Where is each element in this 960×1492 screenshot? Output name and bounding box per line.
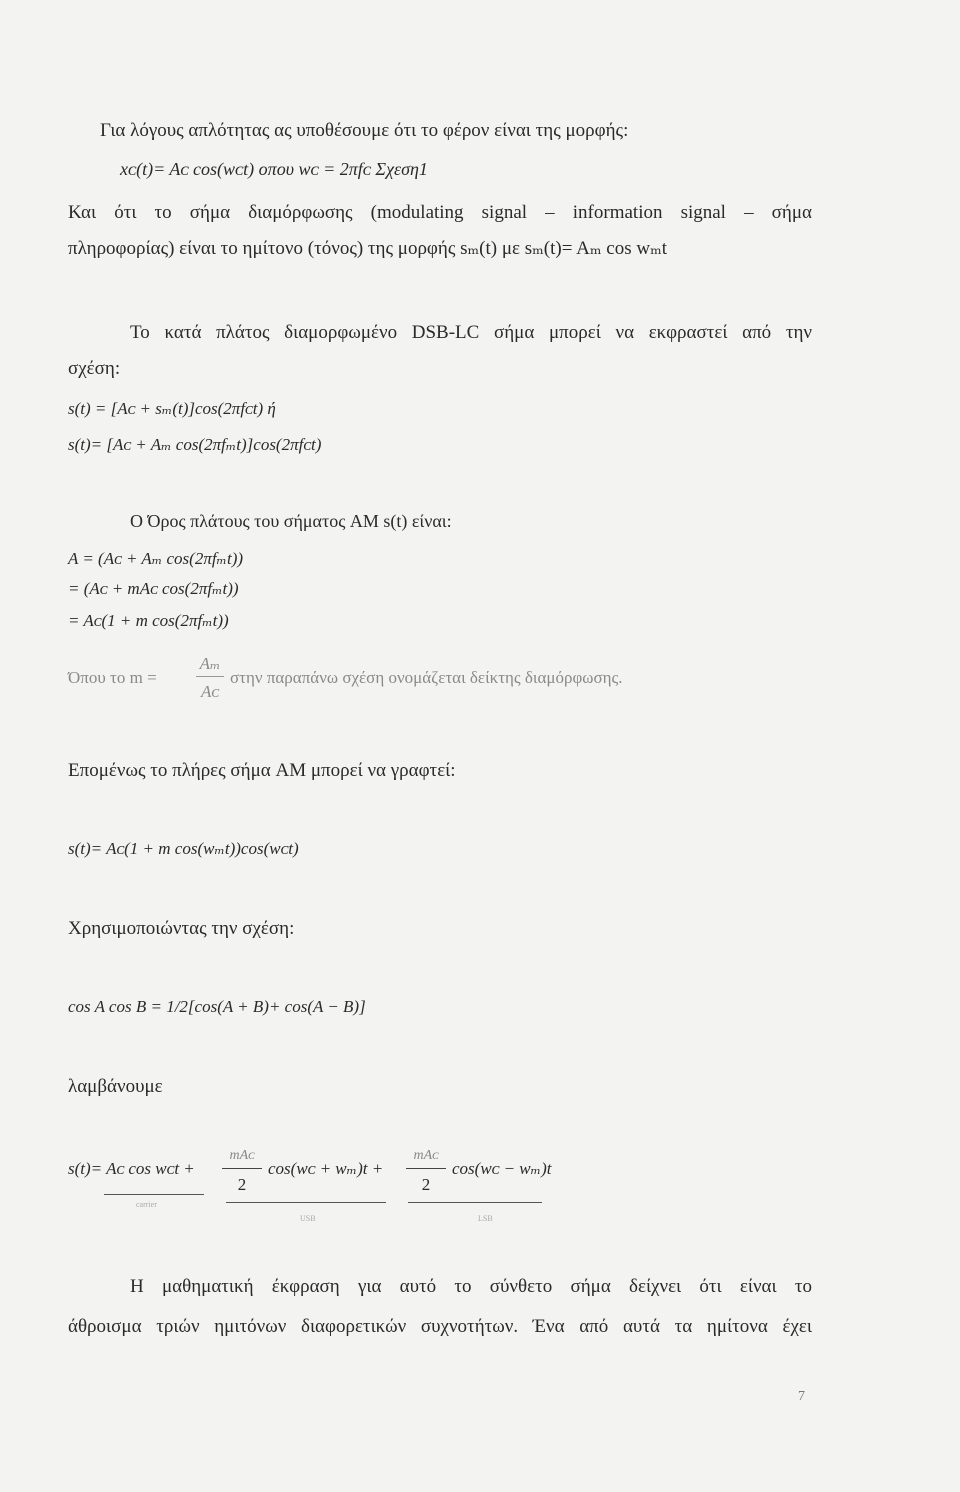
- equation-st-general: s(t) = [Aᴄ + sₘ(t)]cos(2πfᴄt) ή: [68, 399, 276, 418]
- equation-amplitude-3: = Aᴄ(1 + m cos(2πfₘt)): [68, 611, 229, 630]
- label-carrier: carrier: [136, 1200, 157, 1209]
- we-get-text: λαμβάνουμε: [68, 1076, 163, 1097]
- equation-st-cos: s(t)= [Aᴄ + Aₘ cos(2πfₘt)]cos(2πfᴄt): [68, 435, 322, 454]
- modulating-text-line2: πληροφορίας) είναι το ημίτονο (τόνος) της μορφής sₘ(t) με sₘ(t)= Aₘ cos wₘt: [68, 238, 668, 259]
- modulation-index-suffix: στην παραπάνω σχέση ονομάζεται δείκτης διαμόρφωσης.: [230, 668, 623, 687]
- intro-carrier-text: Για λόγους απλότητας ας υποθέσουμε ότι το φέρον είναι της μορφής:: [100, 120, 629, 141]
- modulation-index-prefix: Όπου το m =: [68, 668, 157, 687]
- fraction-usb-bar: [222, 1168, 262, 1169]
- full-am-text: Επομένως το πλήρες σήμα AM μπορεί να γραφτεί:: [68, 760, 456, 781]
- modulating-text-line1: Και ότι το σήμα διαμόρφωσης (modulating signal – information signal – σήμα: [68, 202, 812, 223]
- modulation-index-numerator: Aₘ: [199, 654, 221, 673]
- amplitude-term-text: Ο Όρος πλάτους του σήματος AM s(t) είναι:: [130, 511, 452, 531]
- fraction-lsb-bar: [406, 1168, 446, 1169]
- underline-lsb: [408, 1202, 542, 1203]
- equation-expanded-lhs: s(t)= Aᴄ cos wᴄt +: [68, 1159, 195, 1178]
- dsb-lc-text-line2: σχέση:: [68, 358, 121, 379]
- using-relation-text: Χρησιμοποιώντας την σχέση:: [68, 918, 295, 939]
- fraction-usb-numerator: mAᴄ: [229, 1148, 255, 1163]
- equation-expanded-usb: cos(wᴄ + wₘ)t +: [268, 1159, 384, 1178]
- equation-expanded-lsb: cos(wᴄ − wₘ)t: [452, 1159, 552, 1178]
- conclusion-line2: άθροισμα τριών ημιτόνων διαφορετικών συχνοτήτων. Ένα από αυτά τα ημίτονα έχει: [68, 1316, 812, 1337]
- label-lsb: LSB: [478, 1214, 493, 1223]
- fraction-lsb-numerator: mAᴄ: [413, 1148, 439, 1163]
- equation-amplitude-1: A = (Aᴄ + Aₘ cos(2πfₘt)): [68, 549, 244, 568]
- modulation-index-denominator: Aᴄ: [200, 682, 220, 701]
- modulation-index-bar: [196, 676, 224, 677]
- dsb-lc-text-line1: Το κατά πλάτος διαμορφωμένο DSB-LC σήμα μπορεί να εκφραστεί από την: [130, 322, 812, 343]
- conclusion-line1: Η μαθηματική έκφραση για αυτό το σύνθετο σήμα δείχνει ότι είναι το: [130, 1276, 812, 1297]
- equation-cos-product: cos A cos B = 1/2[cos(A + B)+ cos(A − B)]: [68, 997, 366, 1016]
- equation-carrier: xᴄ(t)= Aᴄ cos(wᴄt) οπου wᴄ = 2πfᴄ Σχεση1: [120, 159, 428, 179]
- label-usb: USB: [300, 1214, 316, 1223]
- fraction-usb-denominator: 2: [237, 1175, 247, 1194]
- equation-full-am: s(t)= Aᴄ(1 + m cos(wₘt))cos(wᴄt): [68, 839, 299, 858]
- equation-amplitude-2: = (Aᴄ + mAᴄ cos(2πfₘt)): [68, 579, 239, 598]
- fraction-lsb-denominator: 2: [421, 1175, 431, 1194]
- underline-carrier: [104, 1194, 204, 1195]
- page-number: 7: [798, 1389, 805, 1404]
- underline-usb: [226, 1202, 386, 1203]
